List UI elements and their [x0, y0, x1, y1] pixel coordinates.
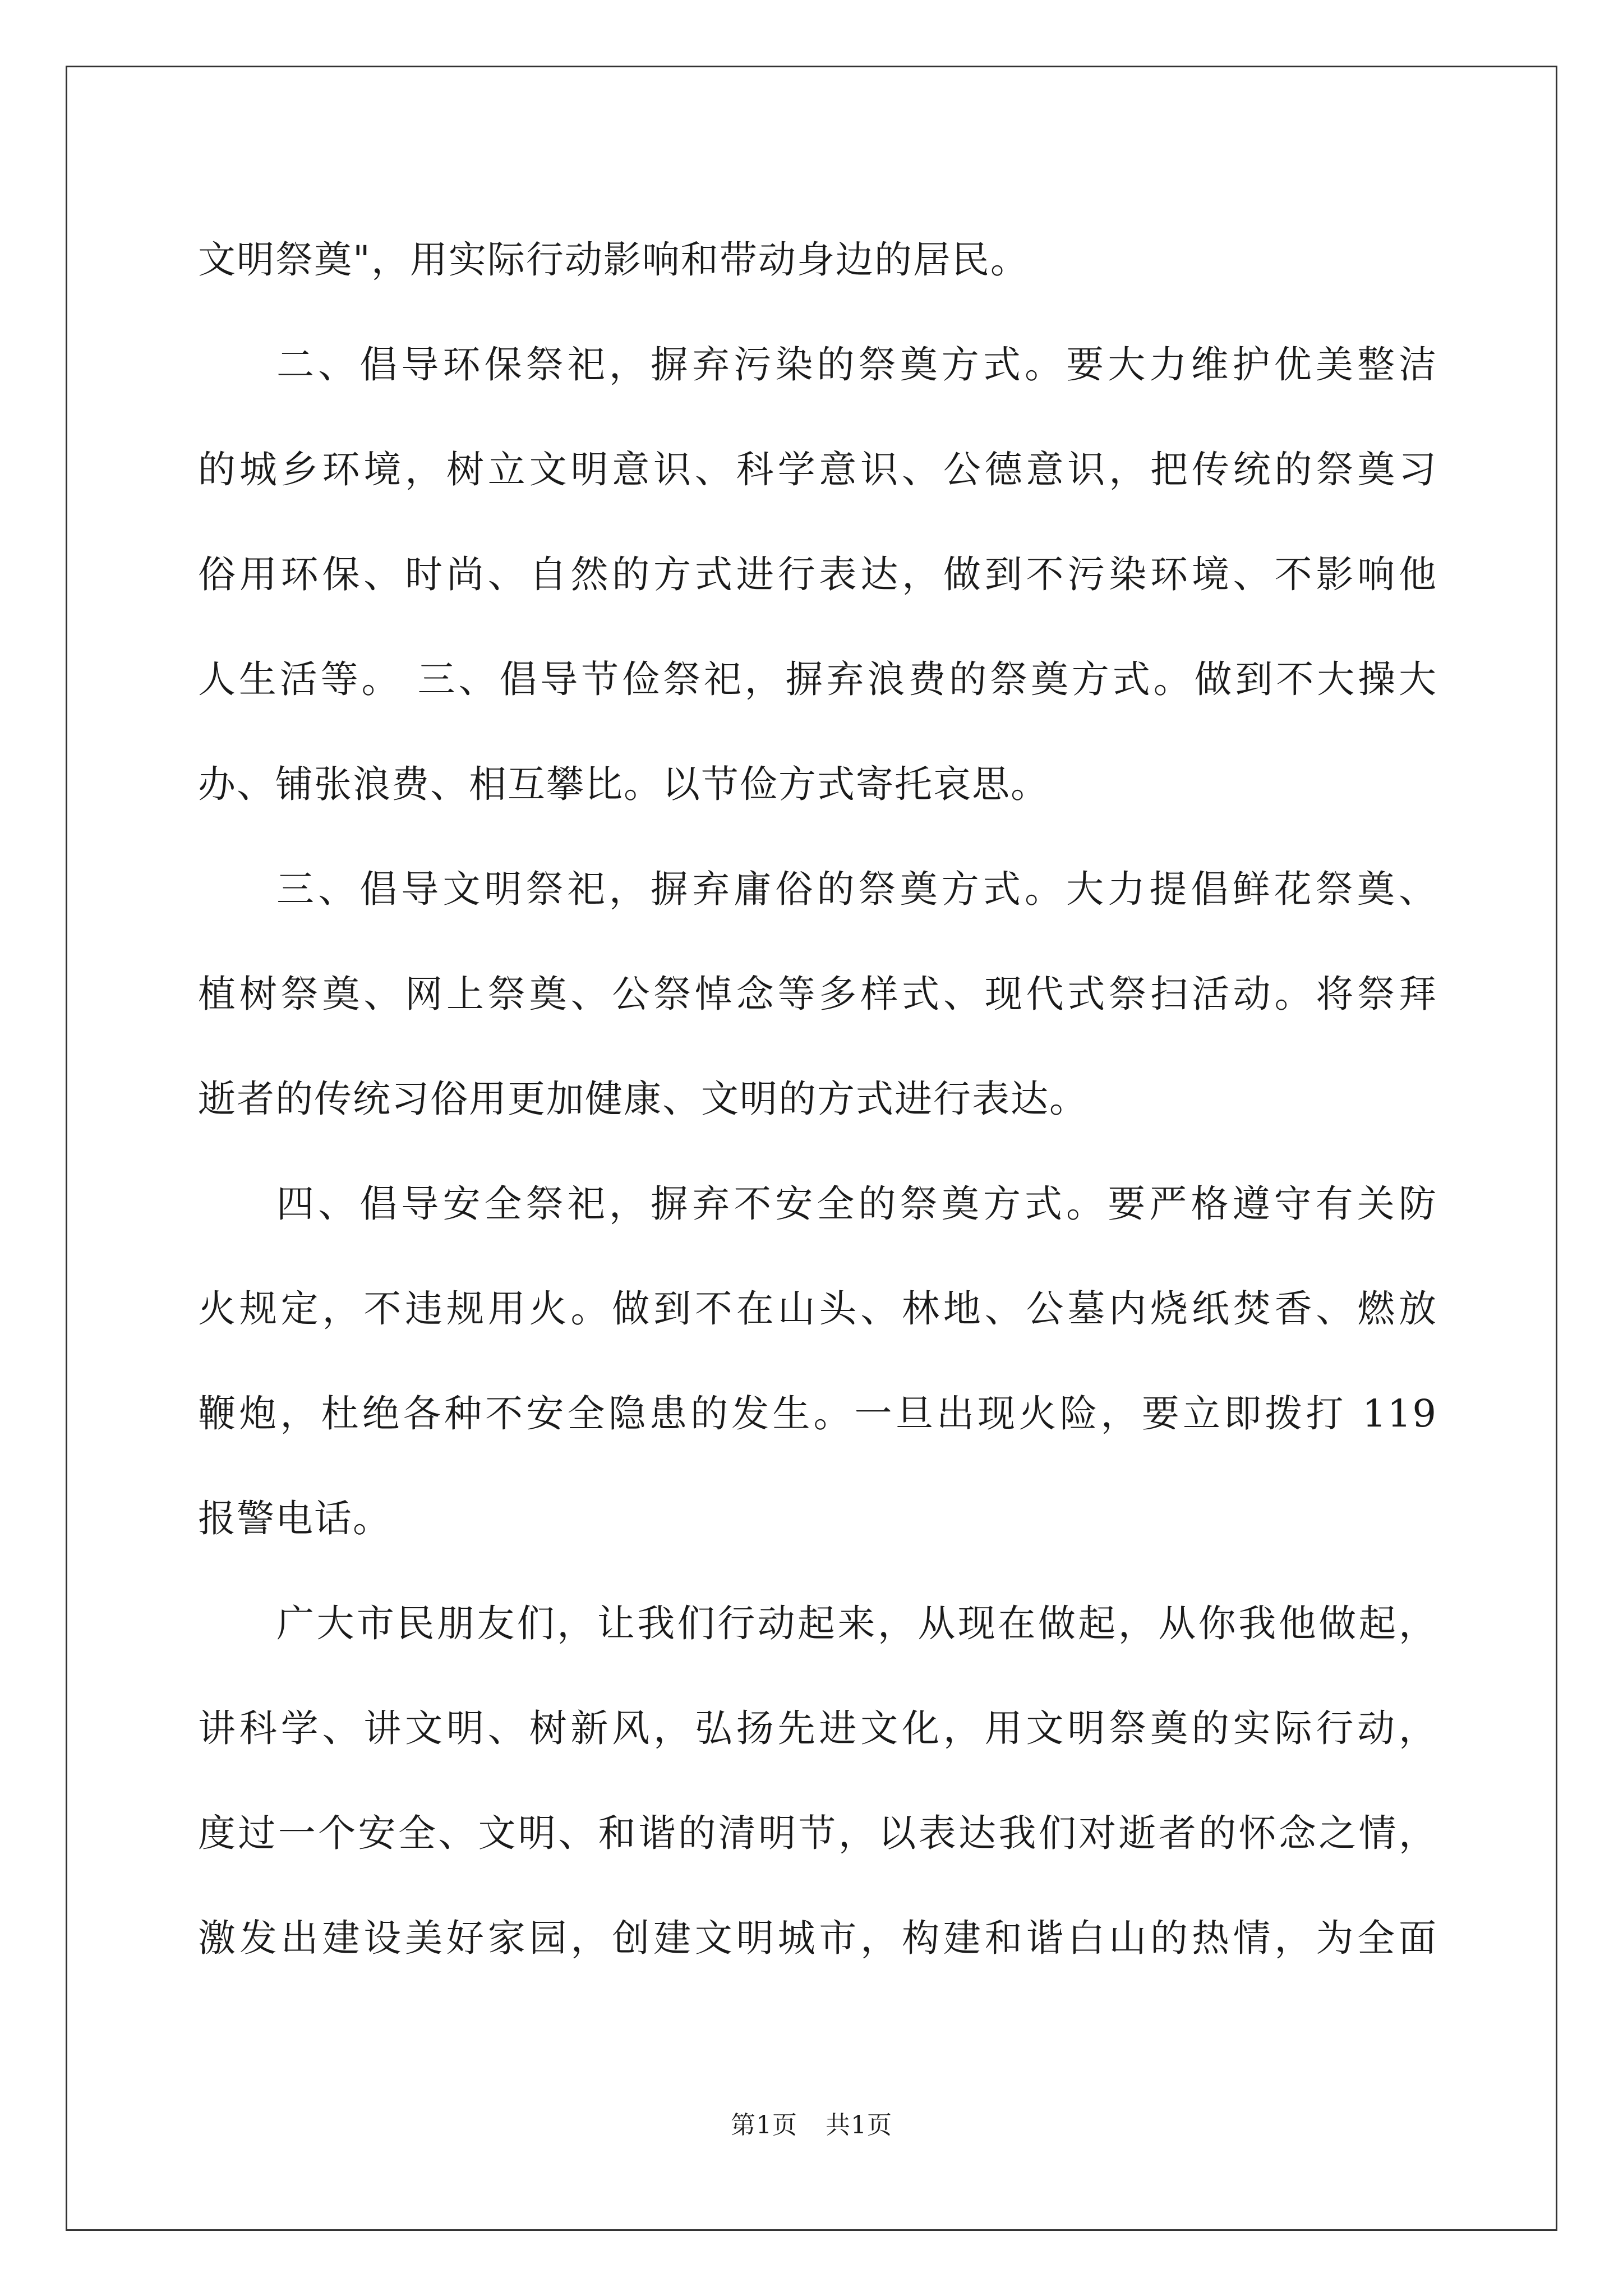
text-line-11: 火规定，不违规用火。做到不在山头、林地、公墓内烧纸焚香、燃放 — [198, 1287, 1437, 1331]
text-line-16: 度过一个安全、文明、和谐的清明节，以表达我们对逝者的怀念之情， — [198, 1811, 1437, 1855]
text-line-12: 鞭炮，杜绝各种不安全隐患的发生。一旦出现火险，要立即拨打 119 — [198, 1392, 1437, 1435]
text-line-6: 办、铺张浪费、相互攀比。以节俭方式寄托哀思。 — [198, 762, 1049, 806]
text-line-7: 三、倡导文明祭祀，摒弃庸俗的祭奠方式。大力提倡鲜花祭奠、 — [276, 867, 1437, 911]
text-line-15: 讲科学、讲文明、树新风，弘扬先进文化，用文明祭奠的实际行动， — [198, 1706, 1437, 1750]
page-number: 第1页 — [731, 2111, 797, 2139]
document-body — [198, 208, 1437, 1991]
text-line-14: 广大市民朋友们，让我们行动起来，从现在做起，从你我他做起， — [276, 1602, 1437, 1645]
text-line-10: 四、倡导安全祭祀，摒弃不安全的祭奠方式。要严格遵守有关防 — [276, 1182, 1437, 1226]
text-line-13: 报警电话。 — [198, 1497, 391, 1540]
text-line-17: 激发出建设美好家园，创建文明城市，构建和谐白山的热情，为全面 — [198, 1916, 1437, 1960]
page-footer — [0, 2105, 1623, 2141]
text-line-5: 人生活等。 三、倡导节俭祭祀，摒弃浪费的祭奠方式。做到不大操大 — [198, 657, 1437, 701]
text-line-4: 俗用环保、时尚、自然的方式进行表达，做到不污染环境、不影响他 — [198, 553, 1437, 596]
text-line-1: 文明祭奠"，用实际行动影响和带动身边的居民。 — [198, 238, 1029, 282]
text-line-9: 逝者的传统习俗用更加健康、文明的方式进行表达。 — [198, 1077, 1088, 1121]
text-line-8: 植树祭奠、网上祭奠、公祭悼念等多样式、现代式祭扫活动。将祭拜 — [198, 972, 1437, 1016]
text-line-3: 的城乡环境，树立文明意识、科学意识、公德意识，把传统的祭奠习 — [198, 448, 1437, 491]
page-total: 共1页 — [826, 2111, 892, 2139]
text-line-2: 二、倡导环保祭祀，摒弃污染的祭奠方式。要大力维护优美整洁 — [276, 343, 1437, 386]
